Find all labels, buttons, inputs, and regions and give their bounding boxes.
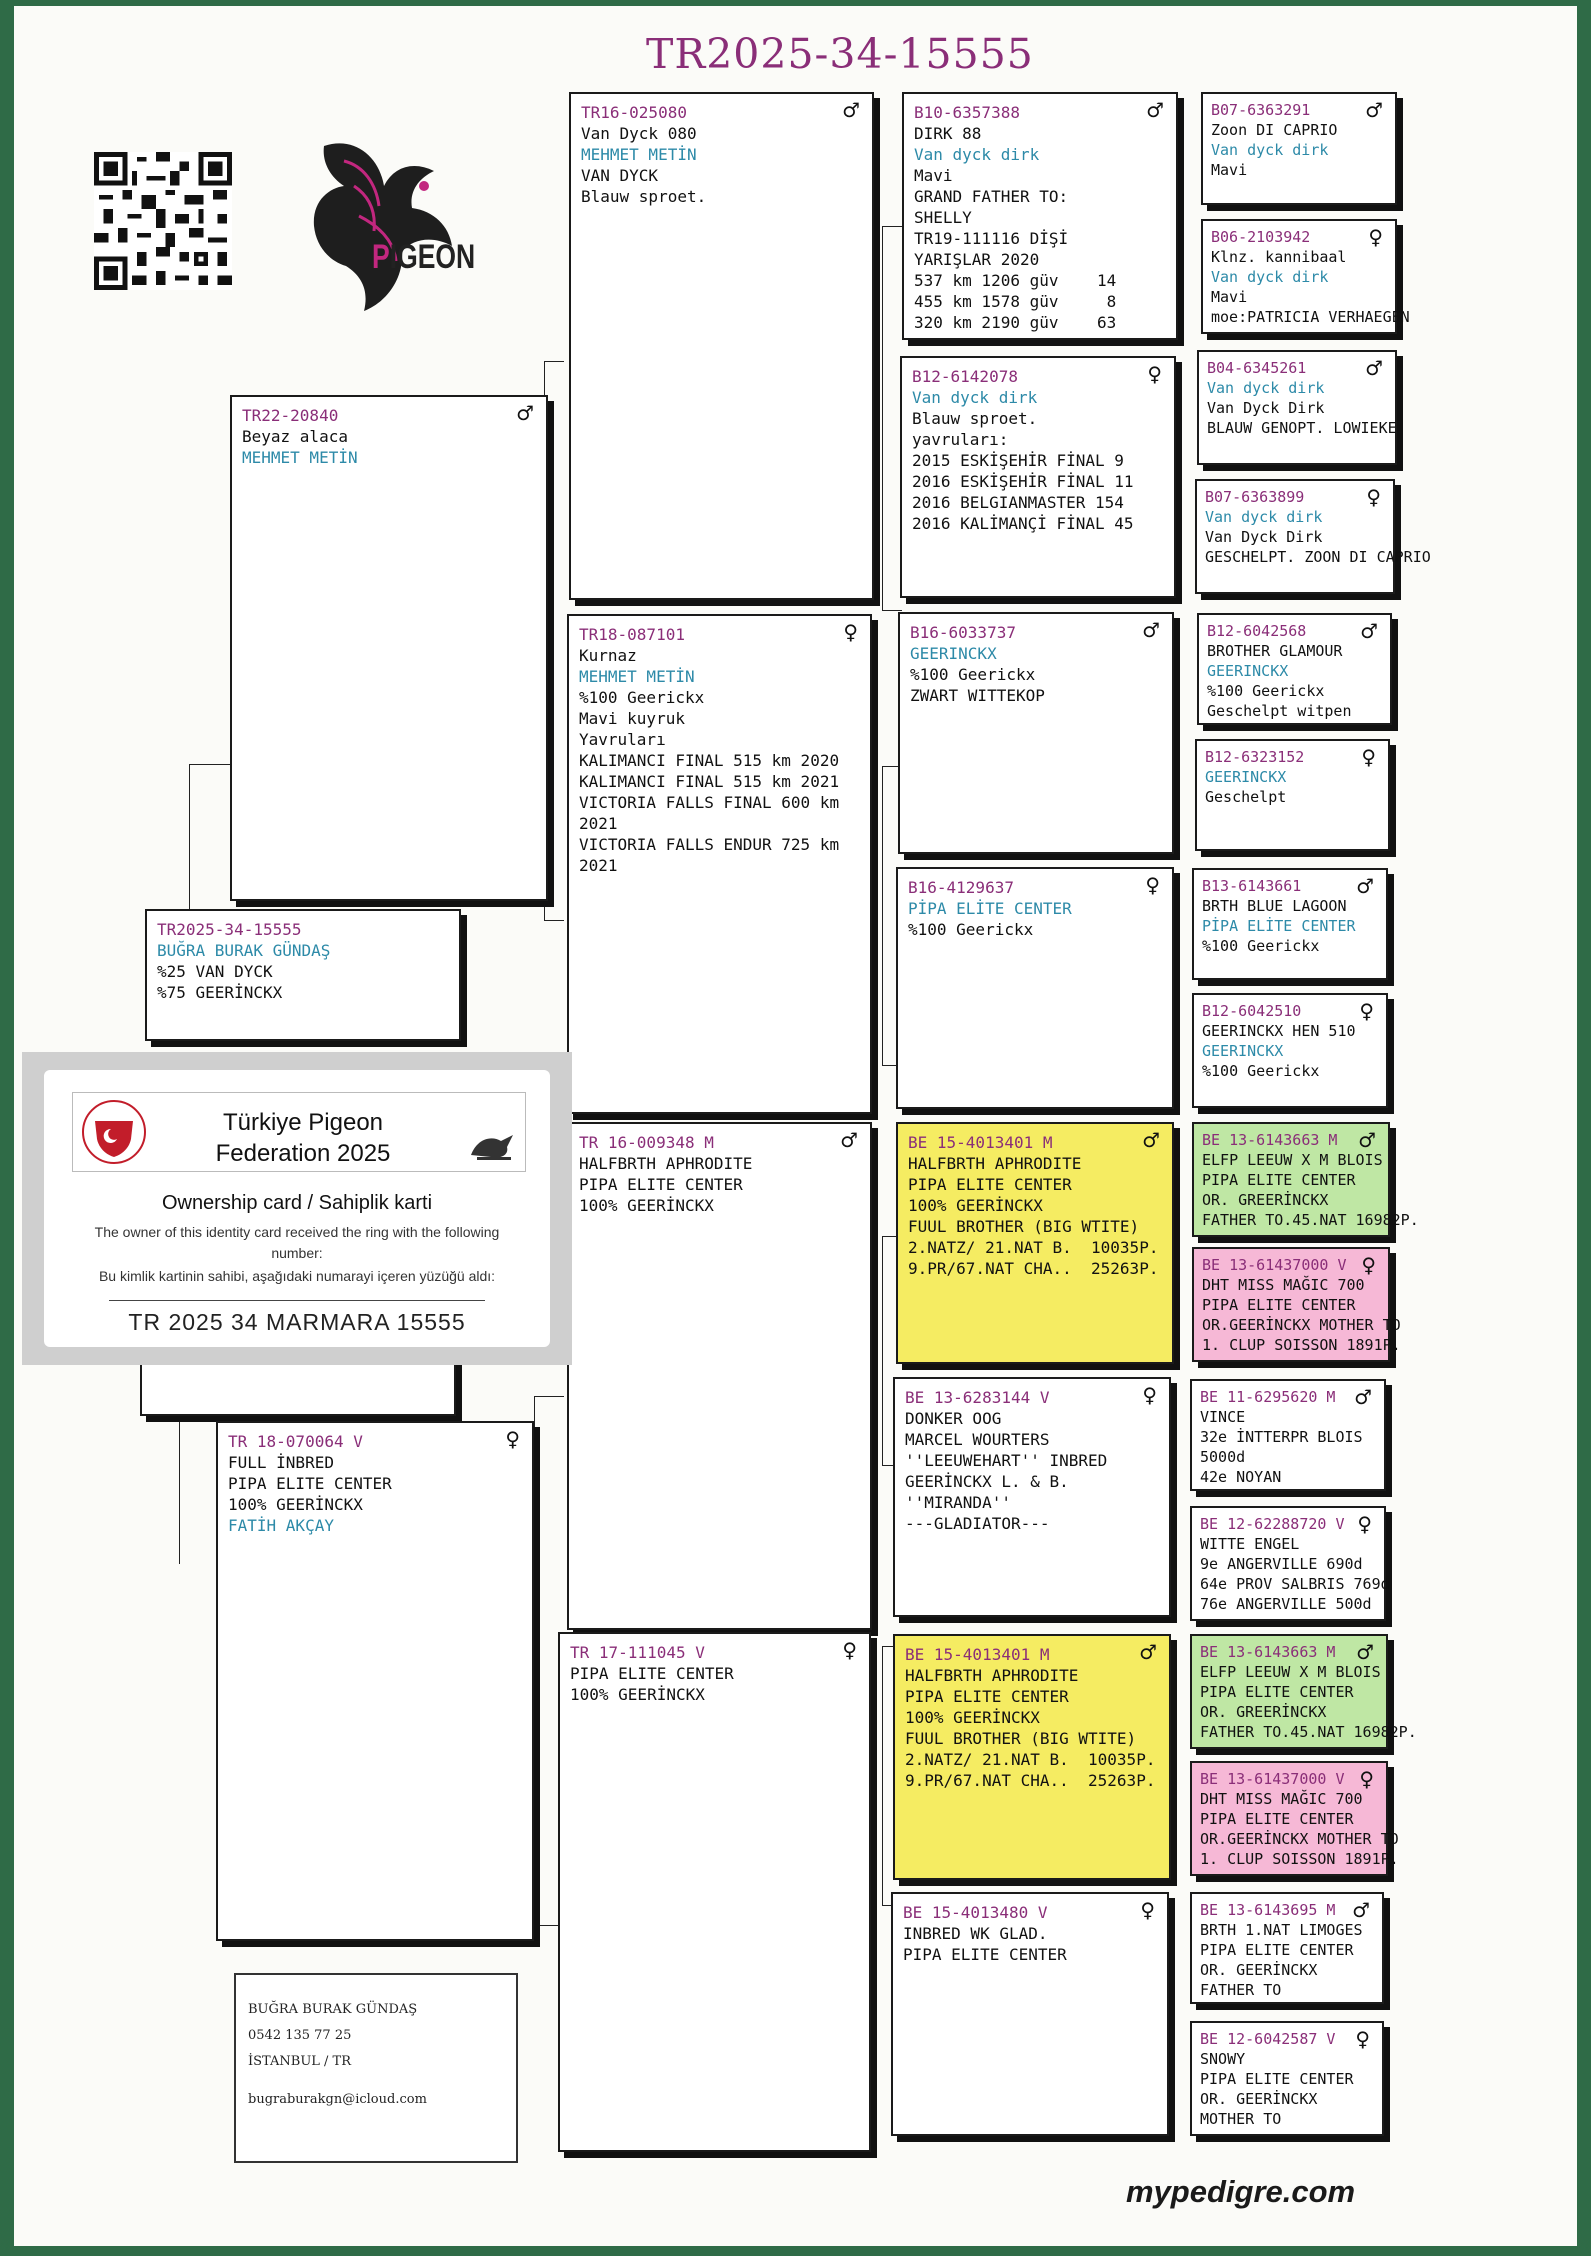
owner-name: MEHMET METİN — [579, 667, 695, 686]
card-line: 100% GEERİNCKX — [908, 1196, 1043, 1215]
card-line: Klnz. kannibaal — [1211, 248, 1347, 266]
card-line: %100 Geerickx — [1202, 1062, 1320, 1080]
ring-number: B16-6033737 — [910, 623, 1016, 642]
card-line: SHELLY — [914, 208, 972, 227]
ring-number: B12-6042568 — [1207, 622, 1307, 640]
card-line: %100 Geerickx — [910, 665, 1036, 684]
card-line: OR. GEERİNCKX — [1200, 2090, 1318, 2108]
ring-number: TR18-087101 — [579, 625, 685, 644]
male-symbol-icon: ♂ — [1365, 98, 1383, 122]
owner-name: GEERINCKX — [1202, 1042, 1284, 1060]
card-line: OR.GEERİNCKX MOTHER TO — [1202, 1316, 1401, 1334]
card-line: Mavi — [1211, 288, 1248, 306]
pedigree-card-g9 — [1192, 1122, 1419, 1237]
female-symbol-icon: ♀ — [505, 1427, 520, 1451]
ring-number: BE 13-6143695 M — [1200, 1901, 1336, 1919]
card-line: GESCHELPT. ZOON DI CAPRIO — [1205, 548, 1431, 566]
owner-name: Van dyck dirk — [1211, 268, 1329, 286]
owner-name: FATİH AKÇAY — [228, 1516, 334, 1535]
card-line: HALFBRTH APHRODITE — [908, 1154, 1082, 1173]
card-line: 2016 ESKİŞEHİR FİNAL 11 — [912, 472, 1134, 491]
male-symbol-icon: ♂ — [1139, 1640, 1157, 1664]
card-line: 5000d — [1200, 1448, 1246, 1466]
ring-number: B12-6323152 — [1205, 748, 1305, 766]
pedigree-card-g16 — [1190, 2021, 1384, 2136]
pedigree-card-g11 — [1190, 1379, 1386, 1491]
male-symbol-icon: ♂ — [1360, 619, 1378, 643]
ownership-text-en: The owner of this identity card received the ring with the following number: — [94, 1224, 500, 1261]
female-symbol-icon: ♀ — [1361, 1253, 1376, 1277]
pedigree-card-g12 — [1190, 1506, 1390, 1621]
pedigree-card-g7 — [1192, 868, 1388, 980]
contact-name: BUĞRA BURAK GÜNDAŞ — [248, 2002, 418, 2017]
ring-number: BE 13-6143663 M — [1200, 1643, 1336, 1661]
card-line: 537 km 1206 güv 14 — [914, 271, 1117, 290]
contact-email: bugraburakgn@icloud.com — [248, 2092, 427, 2107]
card-line: %100 Geerickx — [908, 920, 1034, 939]
card-line: BLAUW GENOPT. LOWIEKE — [1207, 419, 1397, 437]
card-line: HALFBRTH APHRODITE — [905, 1666, 1079, 1685]
card-line: %75 GEERİNCKX — [157, 983, 283, 1002]
card-line: 320 km 2190 güv 63 — [914, 313, 1117, 332]
card-line: PIPA ELITE CENTER — [228, 1474, 392, 1493]
owner-name: MEHMET METİN — [242, 448, 358, 467]
pedigree-card-g15 — [1190, 1892, 1384, 2004]
card-line: yavruları: — [912, 430, 1009, 449]
card-line: OR. GREERİNCKX — [1200, 1703, 1327, 1721]
card-line: 76e ANGERVILLE 500d — [1200, 1595, 1372, 1613]
pedigree-card-g4 — [1195, 479, 1431, 594]
female-symbol-icon: ♀ — [1368, 225, 1383, 249]
card-line: %100 Geerickx — [1207, 682, 1325, 700]
pedigree-card-ds — [567, 1122, 872, 1630]
ring-number: BE 11-6295620 M — [1200, 1388, 1336, 1406]
owner-name: BUĞRA BURAK GÜNDAŞ — [157, 941, 331, 960]
card-line: PIPA ELITE CENTER — [570, 1664, 734, 1683]
female-symbol-icon: ♀ — [1359, 1767, 1374, 1791]
card-line: Mavi — [1211, 161, 1248, 179]
card-line: 2.NATZ/ 21.NAT B. 10035P. — [905, 1750, 1156, 1769]
ring-number: TR16-025080 — [581, 103, 687, 122]
male-symbol-icon: ♂ — [1142, 618, 1160, 642]
ring-number: TR 18-070064 V — [228, 1432, 363, 1451]
card-line: PIPA ELITE CENTER — [905, 1687, 1069, 1706]
pedigree-card-ssd — [900, 356, 1176, 598]
female-symbol-icon: ♀ — [1361, 745, 1376, 769]
card-line: FUUL BROTHER (BIG WTITE) — [905, 1729, 1137, 1748]
female-symbol-icon: ♀ — [1147, 362, 1162, 386]
card-line: %100 Geerickx — [1202, 937, 1320, 955]
card-line: Geschelpt — [1205, 788, 1287, 806]
card-line: 32e İNTTERPR BLOIS — [1200, 1428, 1363, 1446]
card-line: Zoon DI CAPRIO — [1211, 121, 1338, 139]
card-line: SNOWY — [1200, 2050, 1246, 2068]
card-line: FATHER TO — [1200, 1981, 1282, 1999]
card-line: KALIMANCI FINAL 515 km 2021 — [579, 772, 840, 791]
connector-line — [189, 764, 235, 765]
pedigree-card-g2 — [1201, 219, 1410, 334]
female-symbol-icon: ♀ — [1366, 485, 1381, 509]
card-line: YARIŞLAR 2020 — [914, 250, 1040, 269]
ring-number: B13-6143661 — [1202, 877, 1302, 895]
male-symbol-icon: ♂ — [1356, 874, 1374, 898]
pedigree-card-g3 — [1197, 350, 1397, 465]
card-line: 42e NOYAN — [1200, 1468, 1282, 1486]
male-symbol-icon: ♂ — [842, 98, 860, 122]
card-line: Beyaz alaca — [242, 427, 348, 446]
pedigree-card-g8 — [1192, 993, 1388, 1108]
ring-number: B10-6357388 — [914, 103, 1020, 122]
card-line: FATHER TO.45.NAT 16982P. — [1202, 1211, 1419, 1229]
card-line: 2016 BELGIANMASTER 154 — [912, 493, 1124, 512]
pedigree-sheet — [14, 6, 1577, 2246]
card-line: PIPA ELITE CENTER — [908, 1175, 1072, 1194]
ring-number: B04-6345261 — [1207, 359, 1307, 377]
subject-card — [145, 909, 461, 1041]
pedigree-card-dam — [216, 1421, 534, 1941]
card-line: Geschelpt witpen — [1207, 702, 1352, 720]
pedigree-card-sire — [230, 395, 548, 901]
pedigree-card-g6 — [1195, 739, 1390, 851]
website-footer: mypedigre.com — [1126, 2174, 1356, 2209]
card-line: Mavi — [914, 166, 953, 185]
ring-number: TR2025-34-15555 — [157, 920, 302, 939]
owner-name: PİPA ELİTE CENTER — [1202, 917, 1356, 935]
pedigree-card-ss — [569, 92, 874, 600]
ring-number: TR 17-111045 V — [570, 1643, 705, 1662]
card-line: Blauw sproet. — [581, 187, 707, 206]
card-line: 2016 KALİMANÇİ FİNAL 45 — [912, 514, 1134, 533]
ownership-text-tr: Bu kimlik kartinin sahibi, aşağıdaki numarayi içeren yüzüğü aldı: — [98, 1268, 496, 1284]
contact-phone: 0542 135 77 25 — [248, 2028, 352, 2043]
card-line: OR. GEERİNCKX — [1200, 1961, 1318, 1979]
card-line: VICTORIA FALLS FINAL 600 km — [579, 793, 840, 812]
card-line: VINCE — [1200, 1408, 1246, 1426]
pedigree-card-g5 — [1197, 613, 1392, 725]
card-line: 9e ANGERVILLE 690d — [1200, 1555, 1363, 1573]
ring-number: B12-6042510 — [1202, 1002, 1302, 1020]
female-symbol-icon: ♀ — [1142, 1383, 1157, 1407]
card-line: ELFP LEEUW X M BLOIS — [1200, 1663, 1381, 1681]
ring-number: B07-6363291 — [1211, 101, 1311, 119]
ring-number: BE 12-6042587 V — [1200, 2030, 1336, 2048]
card-line: VAN DYCK — [581, 166, 659, 185]
male-symbol-icon: ♂ — [1352, 1898, 1370, 1922]
ring-number: BE 15-4013401 M — [905, 1645, 1050, 1664]
ring-number: B06-2103942 — [1211, 228, 1311, 246]
female-symbol-icon: ♀ — [1140, 1898, 1155, 1922]
card-line: Van Dyck Dirk — [1207, 399, 1325, 417]
card-line: PIPA ELITE CENTER — [579, 1175, 743, 1194]
card-line: Mavi kuyruk — [579, 709, 685, 728]
card-line: MOTHER TO — [1200, 2110, 1282, 2128]
owner-name: Van dyck dirk — [1211, 141, 1329, 159]
card-line: DHT MISS MAĞIC 700 — [1202, 1276, 1365, 1294]
male-symbol-icon: ♂ — [1356, 1640, 1374, 1664]
federation-header — [72, 1092, 526, 1172]
card-line: Van Dyck Dirk — [1205, 528, 1323, 546]
ring-number: B12-6142078 — [912, 367, 1018, 386]
breeder-contact-box — [234, 1973, 518, 2163]
federation-name: Türkiye Pigeon Federation 2025 — [215, 1109, 391, 1167]
card-line: PIPA ELITE CENTER — [1200, 1810, 1354, 1828]
card-line: TR19-111116 DİŞİ — [914, 229, 1069, 248]
ring-registration-number: TR 2025 34 MARMARA 15555 — [109, 1300, 485, 1336]
pedigree-card-sss — [902, 92, 1178, 340]
pedigree-card-g1 — [1201, 92, 1397, 205]
card-line: 100% GEERİNCKX — [905, 1708, 1040, 1727]
card-line: BRTH BLUE LAGOON — [1202, 897, 1347, 915]
female-symbol-icon: ♀ — [1355, 2027, 1370, 2051]
card-line: HALFBRTH APHRODITE — [579, 1154, 753, 1173]
male-symbol-icon: ♂ — [1354, 1385, 1372, 1409]
owner-name: GEERINCKX — [1207, 662, 1289, 680]
card-line: OR. GREERİNCKX — [1202, 1191, 1329, 1209]
owner-name: PİPA ELİTE CENTER — [908, 899, 1072, 918]
card-line: ELFP LEEUW X M BLOIS — [1202, 1151, 1383, 1169]
owner-name: GEERINCKX — [910, 644, 997, 663]
card-line: DIRK 88 — [914, 124, 982, 143]
pedigree-card-sdd — [896, 867, 1174, 1109]
pigeon-logo-icon — [284, 116, 494, 316]
card-line: 9.PR/67.NAT CHA.. 25263P. — [905, 1771, 1156, 1790]
card-line: 2021 — [579, 814, 618, 833]
ring-number: BE 15-4013480 V — [903, 1903, 1048, 1922]
ring-number: TR 16-009348 M — [579, 1133, 714, 1152]
federation-ownership-card — [22, 1052, 572, 1365]
owner-name: GEERINCKX — [1205, 768, 1287, 786]
ownership-card-title: Ownership card / Sahiplik karti — [161, 1192, 433, 1214]
pedigree-card-sd — [567, 614, 872, 1114]
card-line: GEERİNCKX L. & B. — [905, 1472, 1069, 1491]
owner-name: Van dyck dirk — [1205, 508, 1323, 526]
card-line: PIPA ELITE CENTER — [903, 1945, 1067, 1964]
pedigree-card-dss — [896, 1122, 1174, 1364]
pedigree-card-dsd — [893, 1377, 1171, 1617]
card-line: ''MIRANDA'' — [905, 1493, 1011, 1512]
ring-number: B07-6363899 — [1205, 488, 1305, 506]
male-symbol-icon: ♂ — [1146, 98, 1164, 122]
card-line: Blauw sproet. — [912, 409, 1038, 428]
male-symbol-icon: ♂ — [516, 401, 534, 425]
ring-number: TR22-20840 — [242, 406, 339, 425]
card-line: Yavruları — [579, 730, 666, 749]
card-line: ZWART WITTEKOP — [910, 686, 1045, 705]
card-line: DHT MISS MAĞIC 700 — [1200, 1790, 1363, 1808]
owner-name: Van dyck dirk — [1207, 379, 1325, 397]
female-symbol-icon: ♀ — [843, 620, 858, 644]
pigeon-race-icon — [467, 1129, 519, 1163]
card-line: PIPA ELITE CENTER — [1202, 1171, 1356, 1189]
ring-number: BE 13-61437000 V — [1200, 1770, 1345, 1788]
pedigree-card-g13 — [1190, 1634, 1417, 1749]
card-line: 64e PROV SALBRIS 769d — [1200, 1575, 1390, 1593]
card-line: INBRED WK GLAD. — [903, 1924, 1048, 1943]
card-line: moe:PATRICIA VERHAEGEN — [1211, 308, 1410, 326]
male-symbol-icon: ♂ — [1142, 1128, 1160, 1152]
card-line: 1. CLUP SOISSON 1891P. — [1202, 1336, 1401, 1354]
card-line: PIPA ELITE CENTER — [1200, 1683, 1354, 1701]
contact-city: İSTANBUL / TR — [248, 2054, 352, 2069]
female-symbol-icon: ♀ — [1359, 999, 1374, 1023]
female-symbol-icon: ♀ — [1357, 1512, 1372, 1536]
pedigree-card-g14 — [1190, 1761, 1399, 1876]
ring-number: B16-4129637 — [908, 878, 1014, 897]
card-line: 2021 — [579, 856, 618, 875]
owner-name: Van dyck dirk — [914, 145, 1040, 164]
pedigree-card-dd — [558, 1632, 871, 2152]
card-line: %100 Geerickx — [579, 688, 705, 707]
card-line: PIPA ELITE CENTER — [1202, 1296, 1356, 1314]
male-symbol-icon: ♂ — [1358, 1128, 1376, 1152]
card-line: 100% GEERİNCKX — [228, 1495, 363, 1514]
male-symbol-icon: ♂ — [1365, 356, 1383, 380]
card-line: KALIMANCI FINAL 515 km 2020 — [579, 751, 840, 770]
qr-code-icon — [94, 146, 232, 296]
ring-number: BE 13-6143663 M — [1202, 1131, 1338, 1149]
card-line: 2.NATZ/ 21.NAT B. 10035P. — [908, 1238, 1159, 1257]
page-title: TR2025-34-15555 — [646, 30, 1034, 78]
card-line: Van Dyck 080 — [581, 124, 697, 143]
card-line: DONKER OOG — [905, 1409, 1002, 1428]
card-line: %25 VAN DYCK — [157, 962, 273, 981]
federation-emblem-icon — [81, 1099, 147, 1165]
card-line: 100% GEERİNCKX — [570, 1685, 705, 1704]
card-line: 1. CLUP SOISSON 1891P. — [1200, 1850, 1399, 1868]
pedigree-card-ddd — [891, 1892, 1169, 2136]
card-line: ''LEEUWEHART'' INBRED — [905, 1451, 1108, 1470]
logo-text: PIGEON — [372, 238, 476, 276]
ring-number: BE 12-62288720 V — [1200, 1515, 1345, 1533]
card-line: Kurnaz — [579, 646, 637, 665]
card-line: MARCEL WOURTERS — [905, 1430, 1050, 1449]
card-line: 100% GEERİNCKX — [579, 1196, 714, 1215]
card-line: GEERINCKX HEN 510 — [1202, 1022, 1356, 1040]
card-line: VICTORIA FALLS ENDUR 725 km — [579, 835, 840, 854]
ring-number: BE 15-4013401 M — [908, 1133, 1053, 1152]
owner-name: Van dyck dirk — [912, 388, 1038, 407]
card-line: 9.PR/67.NAT CHA.. 25263P. — [908, 1259, 1159, 1278]
owner-name: MEHMET METİN — [581, 145, 697, 164]
card-line: PIPA ELITE CENTER — [1200, 2070, 1354, 2088]
card-line: WITTE ENGEL — [1200, 1535, 1300, 1553]
card-line: 455 km 1578 güv 8 — [914, 292, 1117, 311]
ring-number: BE 13-61437000 V — [1202, 1256, 1347, 1274]
card-line: PIPA ELITE CENTER — [1200, 1941, 1354, 1959]
female-symbol-icon: ♀ — [842, 1638, 857, 1662]
female-symbol-icon: ♀ — [1145, 873, 1160, 897]
male-symbol-icon: ♂ — [840, 1128, 858, 1152]
card-line: BRTH 1.NAT LIMOGES — [1200, 1921, 1363, 1939]
card-line: FULL İNBRED — [228, 1453, 334, 1472]
card-line: 2015 ESKİŞEHİR FİNAL 9 — [912, 451, 1124, 470]
card-line: FATHER TO.45.NAT 16982P. — [1200, 1723, 1417, 1741]
card-line: GRAND FATHER TO: — [914, 187, 1069, 206]
connector-line — [882, 226, 902, 611]
pedigree-card-sds — [898, 612, 1174, 854]
pedigree-card-g10 — [1192, 1247, 1401, 1362]
card-line: BROTHER GLAMOUR — [1207, 642, 1343, 660]
card-line: FUUL BROTHER (BIG WTITE) — [908, 1217, 1140, 1236]
pedigree-card-dds — [893, 1634, 1171, 1880]
card-line: OR.GEERİNCKX MOTHER TO — [1200, 1830, 1399, 1848]
ring-number: BE 13-6283144 V — [905, 1388, 1050, 1407]
card-line: ---GLADIATOR--- — [905, 1514, 1050, 1533]
